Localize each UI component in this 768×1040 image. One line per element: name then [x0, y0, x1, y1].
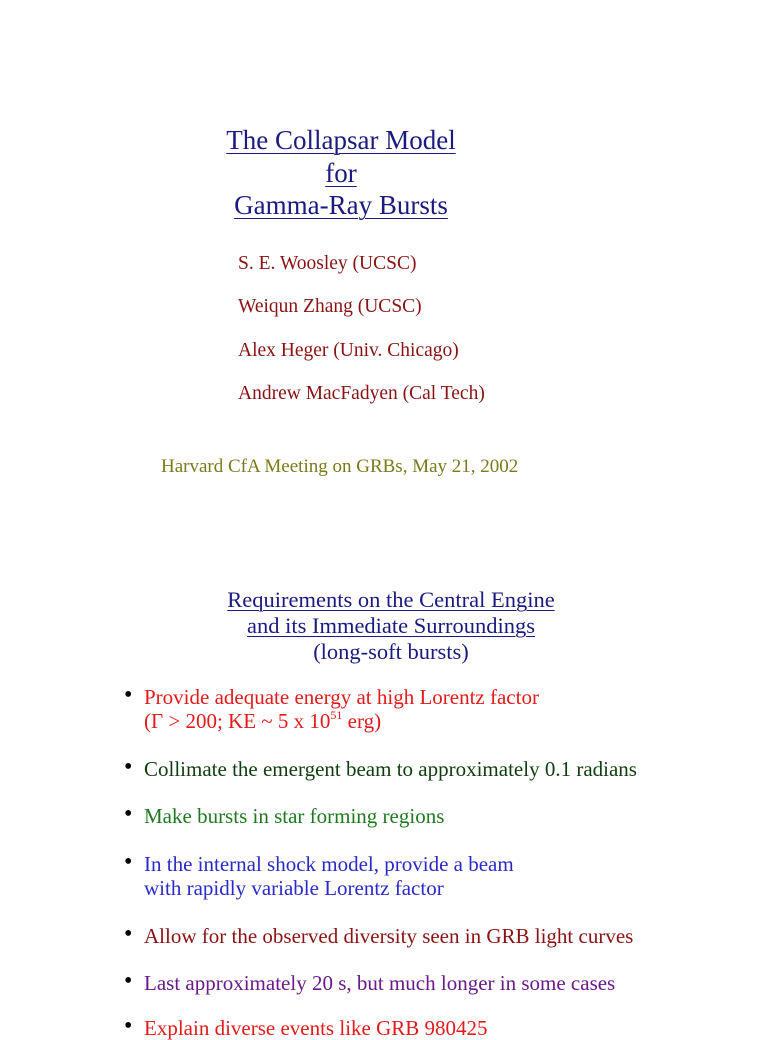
bullet-line: Last approximately 20 s, but much longer in some cases: [144, 971, 616, 995]
bullet-line-2: [144, 709, 539, 733]
exponent: 51: [330, 708, 343, 722]
bullet-text: [144, 1016, 488, 1040]
bullet-line-2-pre: (Γ > 200; KE ~ 5 x 10: [144, 709, 331, 733]
meeting-line: Harvard CfA Meeting on GRBs, May 21, 2002: [161, 456, 519, 477]
document-title: [141, 124, 541, 222]
bullet-dot-icon: •: [124, 754, 133, 780]
bullet-dot-icon: •: [124, 801, 133, 827]
author-heger: Alex Heger (Univ. Chicago): [238, 340, 459, 361]
bullet-text: [144, 804, 444, 828]
bullet-line-2: with rapidly variable Lorentz factor: [144, 876, 444, 900]
author-woosley: S. E. Woosley (UCSC): [238, 253, 417, 274]
section-heading-line-1: Requirements on the Central Engine: [227, 587, 555, 612]
bullet-line: Make bursts in star forming regions: [144, 804, 445, 828]
bullet-text: [144, 924, 633, 948]
bullet-line: Provide adequate energy at high Lorentz factor: [144, 685, 539, 709]
bullet-line-2-post: erg): [342, 709, 382, 733]
bullet-text: [144, 685, 539, 733]
bullet-dot-icon: •: [124, 1013, 133, 1039]
bullet-text: [144, 757, 637, 781]
author-zhang: Weiqun Zhang (UCSC): [238, 296, 422, 317]
author-macfadyen: Andrew MacFadyen (Cal Tech): [238, 383, 485, 404]
bullet-line: Collimate the emergent beam to approximately 0.1 radians: [144, 757, 637, 781]
bullet-text: [144, 971, 615, 995]
bullet-line: Allow for the observed diversity seen in GRB light curves: [144, 924, 634, 948]
section-heading-line-2: and its Immediate Surroundings: [246, 613, 536, 638]
bullet-dot-icon: •: [124, 921, 133, 947]
title-line-2: for: [325, 157, 357, 188]
bullet-line: In the internal shock model, provide a beam: [144, 852, 514, 876]
section-heading: [141, 587, 641, 665]
bullet-dot-icon: •: [124, 968, 133, 994]
bullet-line: Explain diverse events like GRB 980425: [144, 1016, 488, 1040]
bullet-text: [144, 852, 514, 900]
bullet-dot-icon: •: [124, 849, 133, 875]
bullet-dot-icon: •: [124, 682, 133, 708]
title-line-3: Gamma-Ray Bursts: [234, 190, 448, 220]
section-heading-subtitle: (long-soft bursts): [313, 639, 469, 664]
title-line-1: The Collapsar Model: [226, 125, 456, 155]
